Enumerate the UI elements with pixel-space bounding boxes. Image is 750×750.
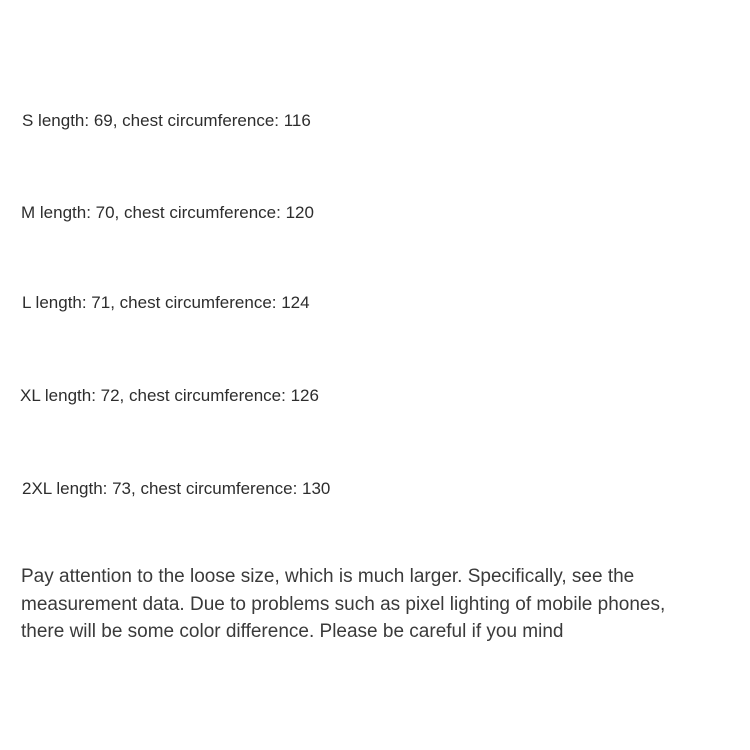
size-row-2xl: 2XL length: 73, chest circumference: 130 <box>22 479 331 498</box>
size-note-line-2: measurement data. Due to problems such as pixel lighting of mobile phones, <box>21 593 666 615</box>
size-row-xl: XL length: 72, chest circumference: 126 <box>20 386 319 405</box>
size-row-m: M length: 70, chest circumference: 120 <box>21 203 314 222</box>
size-row-l: L length: 71, chest circumference: 124 <box>22 293 310 312</box>
size-note-line-1: Pay attention to the loose size, which is much larger. Specifically, see the <box>21 566 635 587</box>
size-row-s: S length: 69, chest circumference: 116 <box>22 111 311 130</box>
size-note-line-3: there will be some color difference. Please be careful if you mind <box>21 621 564 642</box>
size-note <box>21 563 721 646</box>
